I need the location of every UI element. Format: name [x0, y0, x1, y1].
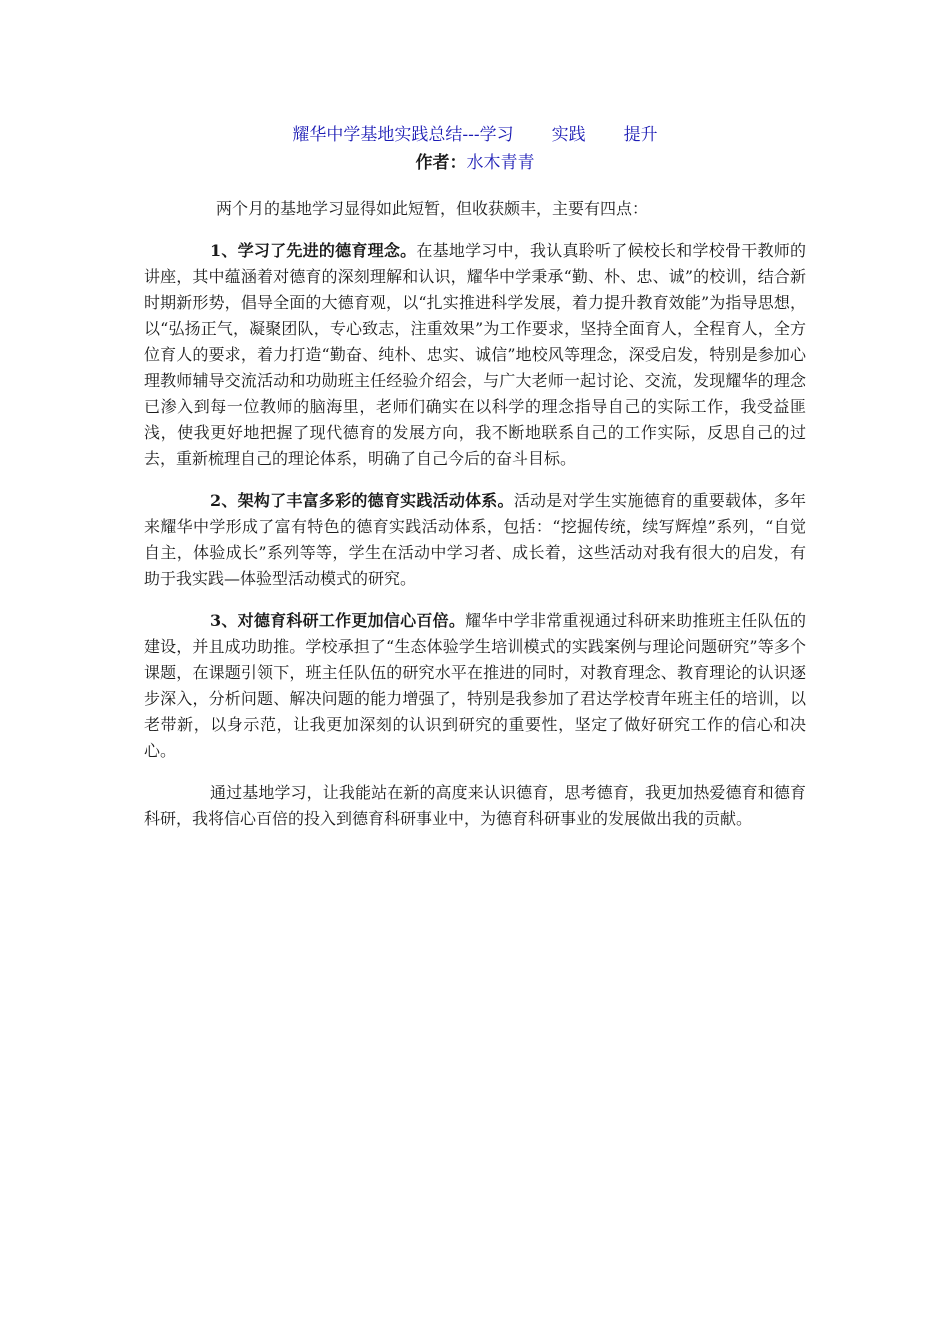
- section-heading-1: 1、学习了先进的德育理念。: [210, 241, 417, 260]
- section-body-1: 在基地学习中，我认真聆听了候校长和学校骨干教师的讲座，其中蕴涵着对德育的深刻理解和认识，耀华中学秉承“勤、朴、忠、诚”的校训，结合新时期新形势，倡导全面的大德育观，以“扎实推进科学发展，着力提升教育效能”为指导思想，以“弘扬正气，凝聚团队，专心致志，注重效果”为工作要求，坚持全面育人，全程育人，全方位育人的要求，着力打造“勤奋、纯朴、忠实、诚信”地校风等理念，深受启发，特别是参加心理教师辅导交流活动和功勋班主任经验介绍会，与广大老师一起讨论、交流，发现耀华的理念已渗入到每一位教师的脑海里，老师们确实在以科学的理念指导自己的实际工作，我受益匪浅，使我更好地把握了现代德育的发展方向，我不断地联系自己的工作实际，反思自己的过去，重新梳理自己的理论体系，明确了自己今后的奋斗目标。: [144, 241, 806, 468]
- intro-paragraph: 两个月的基地学习显得如此短暂，但收获颇丰，主要有四点：: [216, 199, 649, 218]
- section-body-2: 活动是对学生实施德育的重要载体，多年来耀华中学形成了富有特色的德育实践活动体系，包括：“挖掘传统，续写辉煌”系列，“自觉自主，体验成长”系列等等，学生在活动中学习者、成长着，这些活动对我有很大的启发，有助于我实践—体验型活动模式的研究。: [144, 491, 806, 588]
- section-paragraph-1: [144, 238, 806, 472]
- closing-paragraph: 通过基地学习，让我能站在新的高度来认识德育，思考德育，我更加热爱德育和德育科研，我将信心百倍的投入到德育科研事业中，为德育科研事业的发展做出我的贡献。: [144, 783, 806, 828]
- title-improve: 提升: [623, 125, 658, 145]
- author-line: [144, 150, 806, 176]
- document-page: [144, 120, 806, 832]
- title-practice: 实践: [551, 125, 586, 145]
- author-name: 水木青青: [466, 153, 535, 173]
- section-paragraph-2: [144, 488, 806, 592]
- document-title: [144, 120, 806, 150]
- section-heading-2: 2、架构了丰富多彩的德育实践活动体系。: [210, 491, 514, 510]
- author-label: 作者：: [415, 153, 467, 173]
- section-heading-3: 3、对德育科研工作更加信心百倍。: [210, 611, 466, 630]
- section-body-3: 耀华中学非常重视通过科研来助推班主任队伍的建设，并且成功助推。学校承担了“生态体验学生培训模式的实践案例与理论问题研究”等多个课题，在课题引领下，班主任队伍的研究水平在推进的同时，对教育理念、教育理论的认识逐步深入，分析问题、解决问题的能力增强了，特别是我参加了君达学校青年班主任的培训，以老带新，以身示范，让我更加深刻的认识到研究的重要性，坚定了做好研究工作的信心和决心。: [144, 611, 806, 760]
- title-main: 耀华中学基地实践总结---学习: [292, 125, 514, 145]
- section-paragraph-3: [144, 608, 806, 764]
